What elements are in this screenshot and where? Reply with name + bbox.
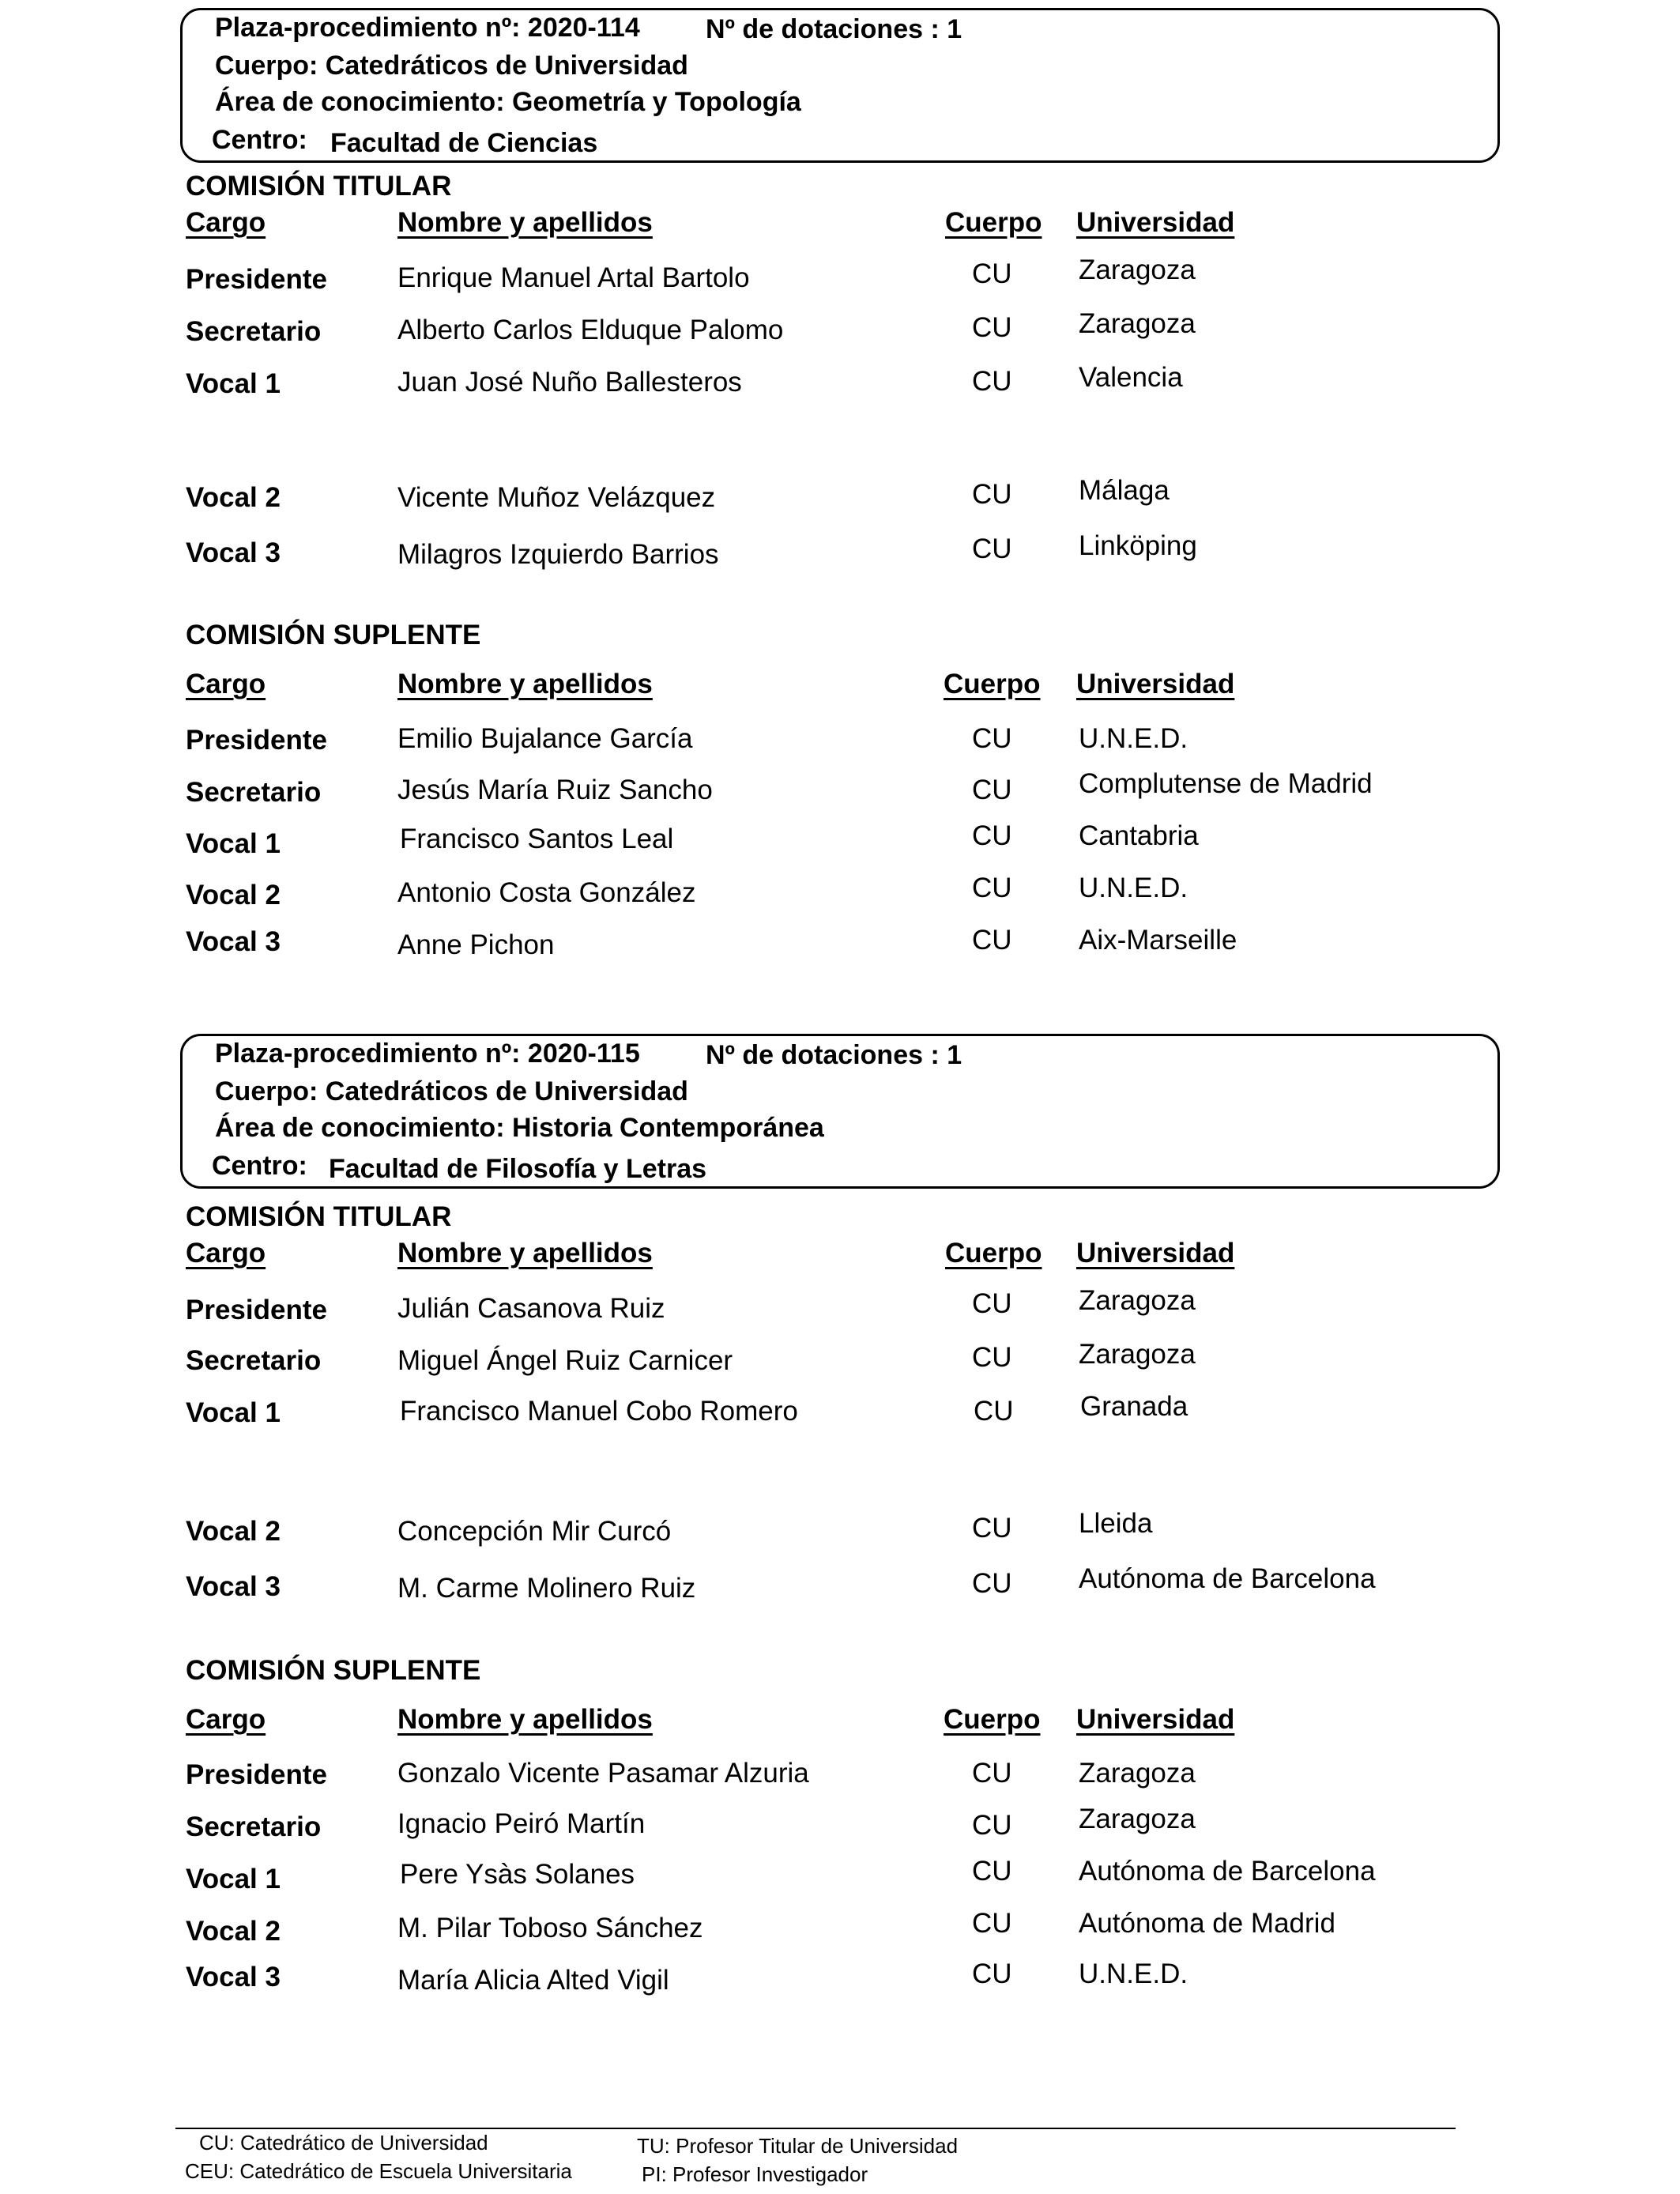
cargo-cell: Vocal 1: [186, 1397, 281, 1428]
col-universidad: Universidad: [1076, 1238, 1235, 1269]
cargo-cell: Vocal 2: [186, 1916, 281, 1947]
universidad-cell: Cantabria: [1079, 820, 1199, 851]
nombre-cell: Concepción Mir Curcó: [397, 1516, 672, 1547]
nombre-cell: Antonio Costa González: [397, 877, 696, 908]
nombre-cell: Anne Pichon: [397, 929, 555, 960]
footer-tu: TU: Profesor Titular de Universidad: [637, 2134, 959, 2158]
cargo-cell: Vocal 1: [186, 828, 281, 859]
universidad-cell: Zaragoza: [1079, 1804, 1196, 1834]
nombre-cell: Jesús María Ruiz Sancho: [397, 775, 713, 805]
col-nombre: Nombre y apellidos: [397, 1238, 653, 1269]
area-conocimiento: Área de conocimiento: Geometría y Topología: [215, 87, 801, 117]
nombre-cell: Emilio Bujalance García: [397, 723, 693, 754]
centro-value: Facultad de Filosofía y Letras: [329, 1154, 707, 1184]
comision-suplente-title: COMISIÓN SUPLENTE: [186, 1655, 481, 1686]
col-nombre: Nombre y apellidos: [397, 1704, 653, 1735]
centro-value: Facultad de Ciencias: [330, 128, 598, 158]
dotaciones-count: Nº de dotaciones : 1: [706, 1040, 962, 1070]
cargo-cell: Vocal 2: [186, 880, 281, 910]
col-nombre: Nombre y apellidos: [397, 207, 653, 238]
universidad-cell: Autónoma de Barcelona: [1079, 1856, 1376, 1887]
cargo-cell: Vocal 3: [186, 1571, 281, 1602]
nombre-cell: Milagros Izquierdo Barrios: [397, 539, 719, 570]
cuerpo-cell: CU: [972, 312, 1012, 343]
cargo-cell: Secretario: [186, 777, 322, 808]
universidad-cell: Valencia: [1079, 362, 1183, 393]
nombre-cell: Alberto Carlos Elduque Palomo: [397, 315, 784, 345]
cuerpo-cell: CU: [972, 533, 1012, 564]
area-conocimiento: Área de conocimiento: Historia Contemporánea: [215, 1113, 824, 1143]
cuerpo-cell: CU: [972, 1908, 1012, 1939]
universidad-cell: Complutense de Madrid: [1079, 768, 1373, 799]
nombre-cell: Gonzalo Vicente Pasamar Alzuria: [397, 1758, 809, 1789]
cargo-cell: Vocal 2: [186, 482, 281, 513]
cuerpo-cell: CU: [972, 925, 1012, 956]
cuerpo-label: Cuerpo: Catedráticos de Universidad: [215, 1076, 688, 1106]
nombre-cell: Vicente Muñoz Velázquez: [397, 482, 716, 513]
footer-cu: CU: Catedrático de Universidad: [199, 2131, 488, 2154]
nombre-cell: Francisco Santos Leal: [400, 824, 674, 854]
col-universidad: Universidad: [1076, 207, 1235, 238]
universidad-cell: Linköping: [1079, 530, 1197, 561]
universidad-cell: Autónoma de Madrid: [1079, 1908, 1335, 1939]
universidad-cell: Zaragoza: [1079, 308, 1196, 339]
universidad-cell: Málaga: [1079, 475, 1170, 506]
cuerpo-cell: CU: [972, 820, 1012, 851]
col-universidad: Universidad: [1076, 1704, 1235, 1735]
nombre-cell: M. Carme Molinero Ruiz: [397, 1573, 696, 1604]
cuerpo-cell: CU: [972, 366, 1012, 397]
footer-pi: PI: Profesor Investigador: [642, 2162, 868, 2186]
cargo-cell: Vocal 3: [186, 537, 281, 568]
col-cargo: Cargo: [186, 1704, 266, 1735]
plaza-number: Plaza-procedimiento nº: 2020-115: [215, 1039, 640, 1069]
cuerpo-cell: CU: [974, 1396, 1014, 1427]
cargo-cell: Vocal 1: [186, 368, 281, 399]
col-cargo: Cargo: [186, 669, 266, 699]
col-cuerpo: Cuerpo: [944, 1704, 1041, 1735]
cargo-cell: Vocal 3: [186, 926, 281, 957]
universidad-cell: U.N.E.D.: [1079, 873, 1188, 903]
cuerpo-cell: CU: [972, 1342, 1012, 1373]
cuerpo-cell: CU: [972, 1568, 1012, 1599]
cargo-cell: Secretario: [186, 316, 322, 347]
universidad-cell: Granada: [1080, 1391, 1188, 1422]
nombre-cell: Enrique Manuel Artal Bartolo: [397, 262, 750, 293]
cuerpo-cell: CU: [972, 1958, 1012, 1989]
col-universidad: Universidad: [1076, 669, 1235, 699]
col-cargo: Cargo: [186, 207, 266, 238]
cargo-cell: Presidente: [186, 264, 327, 295]
nombre-cell: Juan José Nuño Ballesteros: [397, 367, 742, 398]
col-cuerpo: Cuerpo: [944, 669, 1041, 699]
universidad-cell: Autónoma de Barcelona: [1079, 1563, 1376, 1594]
cuerpo-cell: CU: [972, 479, 1012, 510]
cuerpo-cell: CU: [972, 1856, 1012, 1887]
universidad-cell: Aix-Marseille: [1079, 925, 1237, 956]
cargo-cell: Vocal 3: [186, 1962, 281, 1992]
cargo-cell: Presidente: [186, 1295, 327, 1325]
cuerpo-cell: CU: [972, 258, 1012, 289]
nombre-cell: Pere Ysàs Solanes: [400, 1859, 635, 1890]
centro-label: Centro:: [212, 125, 307, 155]
cuerpo-cell: CU: [972, 1513, 1012, 1544]
cuerpo-cell: CU: [972, 1810, 1012, 1841]
universidad-cell: U.N.E.D.: [1079, 723, 1188, 754]
universidad-cell: Lleida: [1079, 1508, 1153, 1539]
cuerpo-cell: CU: [972, 1758, 1012, 1789]
cargo-cell: Presidente: [186, 1759, 327, 1790]
nombre-cell: Francisco Manuel Cobo Romero: [400, 1396, 798, 1427]
universidad-cell: Zaragoza: [1079, 1758, 1196, 1789]
nombre-cell: Ignacio Peiró Martín: [397, 1808, 646, 1839]
cargo-cell: Secretario: [186, 1811, 322, 1842]
footer-rule: [175, 2128, 1456, 2129]
cargo-cell: Vocal 1: [186, 1864, 281, 1894]
nombre-cell: M. Pilar Toboso Sánchez: [397, 1913, 703, 1943]
cuerpo-cell: CU: [972, 873, 1012, 903]
universidad-cell: U.N.E.D.: [1079, 1958, 1188, 1989]
cargo-cell: Vocal 2: [186, 1516, 281, 1547]
cuerpo-label: Cuerpo: Catedráticos de Universidad: [215, 51, 688, 81]
col-cargo: Cargo: [186, 1238, 266, 1269]
nombre-cell: Julián Casanova Ruiz: [397, 1293, 665, 1324]
comision-titular-title: COMISIÓN TITULAR: [186, 171, 452, 202]
footer-ceu: CEU: Catedrático de Escuela Universitaria: [185, 2159, 572, 2183]
cuerpo-cell: CU: [972, 1288, 1012, 1319]
cargo-cell: Secretario: [186, 1345, 322, 1376]
dotaciones-count: Nº de dotaciones : 1: [706, 14, 962, 44]
col-cuerpo: Cuerpo: [945, 207, 1042, 238]
centro-label: Centro:: [212, 1151, 307, 1181]
universidad-cell: Zaragoza: [1079, 254, 1196, 285]
col-nombre: Nombre y apellidos: [397, 669, 653, 699]
universidad-cell: Zaragoza: [1079, 1285, 1196, 1316]
universidad-cell: Zaragoza: [1079, 1339, 1196, 1370]
plaza-number: Plaza-procedimiento nº: 2020-114: [215, 13, 640, 43]
col-cuerpo: Cuerpo: [945, 1238, 1042, 1269]
nombre-cell: María Alicia Alted Vigil: [397, 1965, 669, 1996]
cuerpo-cell: CU: [972, 723, 1012, 754]
comision-titular-title: COMISIÓN TITULAR: [186, 1201, 452, 1232]
comision-suplente-title: COMISIÓN SUPLENTE: [186, 620, 481, 650]
nombre-cell: Miguel Ángel Ruiz Carnicer: [397, 1345, 733, 1376]
cuerpo-cell: CU: [972, 775, 1012, 805]
cargo-cell: Presidente: [186, 725, 327, 756]
